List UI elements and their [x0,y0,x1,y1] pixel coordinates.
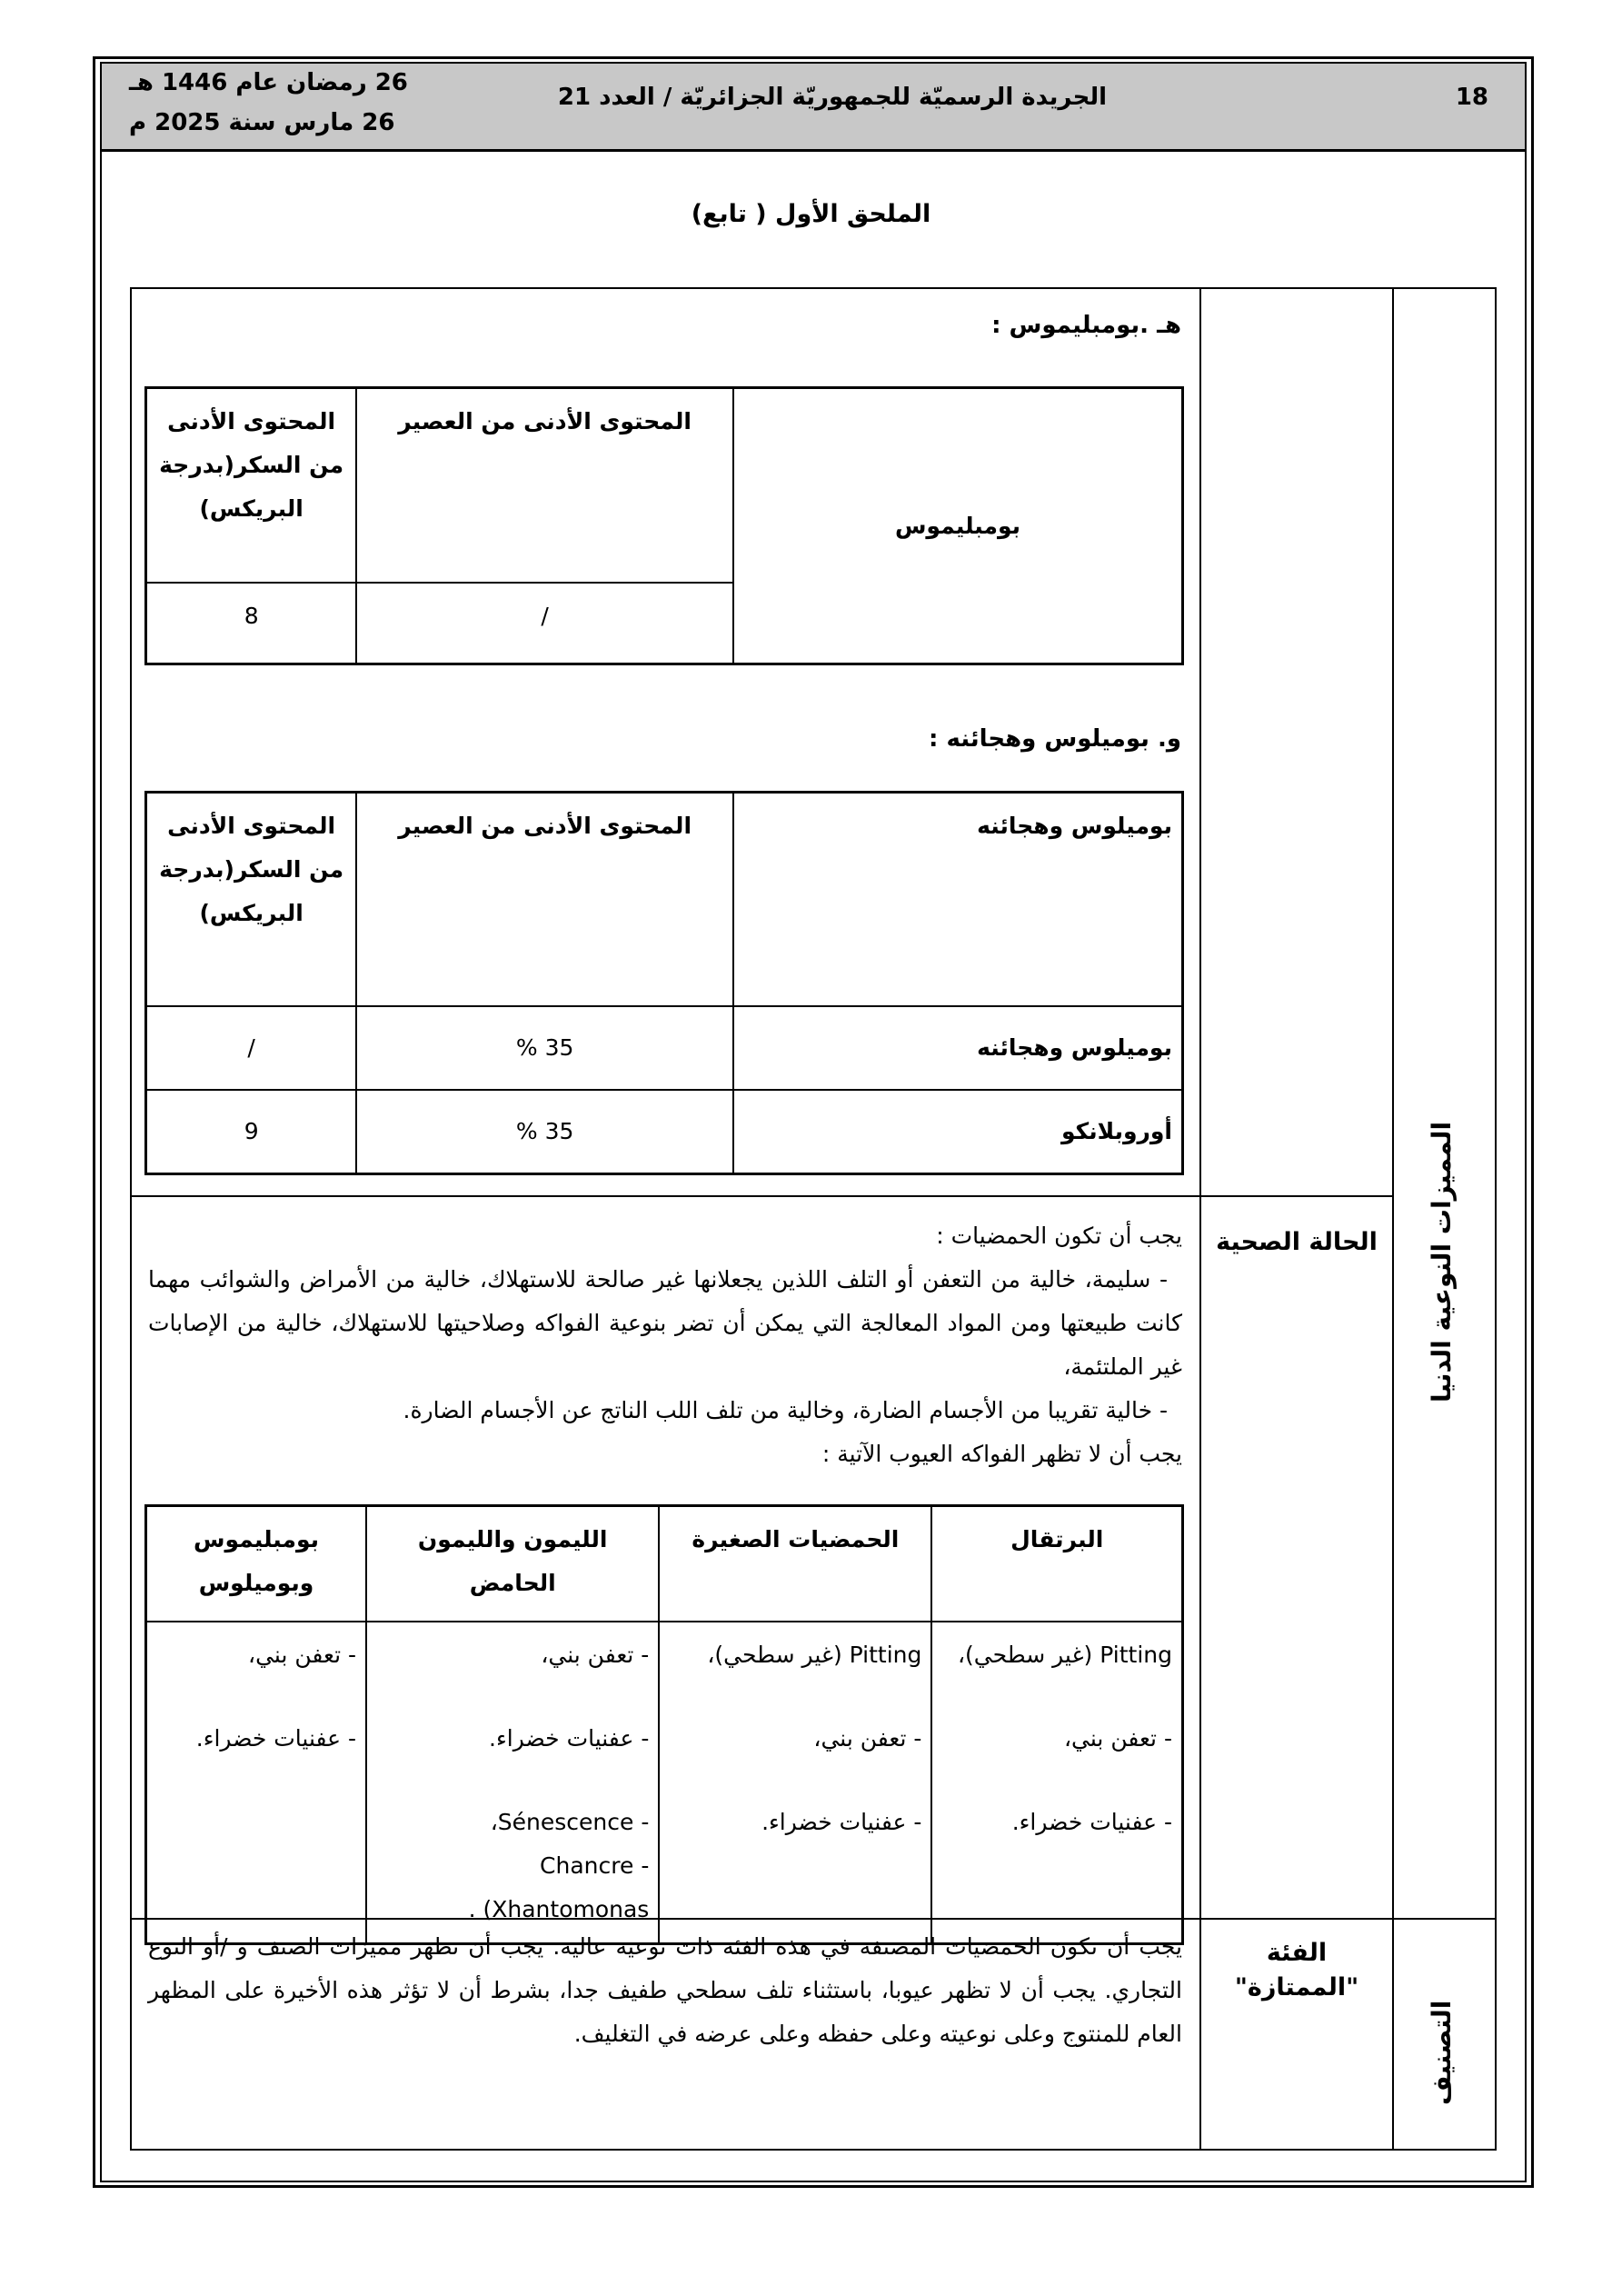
table-cell: 9 [146,1090,357,1174]
defects-table [144,1504,1184,1945]
header-cell: بومبليموس وبوميلوس [146,1506,367,1622]
column-divider [1199,289,1201,2149]
table-cell: / [356,583,733,664]
page-number: 18 [1455,84,1488,111]
section-w-title: و. بوميلوس وهجائنه : [929,725,1181,753]
header-cell: الليمون والليمون الحامض [366,1506,659,1622]
pomelo-table [144,386,1184,665]
defect-cell: Pitting (غير سطحي)، - تعفن بني، - عفنيات خضراء. [659,1622,931,1944]
table-row [146,1090,1183,1174]
health-label: الحالة الصحية [1216,1228,1378,1256]
header-cell: المحتوى الأدنى من السكر(بدرجة البريكس) [146,793,357,1006]
date-hijri: 26 رمضان عام 1446 هـ [129,69,408,96]
header-cell: المحتوى الأدنى من العصير [356,388,733,583]
gazette-title: الجريدة الرسميّة للجمهوريّة الجزائريّة / العدد 21 [557,84,1107,111]
classification-label: التصنيف [1427,2000,1457,2105]
table-cell: 35 % [356,1090,733,1174]
extra-class-text: يجب أن تكون الحمضيات المصنفة في هذه الفئة ذات نوعية عالية. يجب أن تظهر مميزات الصنف و /أو النوع التجاري. يجب أن لا تظهر عيوبا، باستثناء تلف سطحي طفيف جدا، بشرط أن لا تؤثر هذه الأخيرة على المظهر العام للمنتوج وعلى نوعيته وعلى حفظه وعلى عرضه في التغليف. [148,1933,1182,2047]
defect-cell: - تعفن بني، - عفنيات خضراء. [146,1622,367,1944]
table-row [146,1622,1183,1944]
table-cell: 8 [146,583,357,664]
health-text: يجب أن تكون الحمضيات : - سليمة، خالية من التعفن أو التلف اللذين يجعلانها غير صالحة للاستهلاك، خالية من الأمراض والشوائب مهما كانت طبيعتها ومن المواد المعالجة التي يمكن أن تضر بنوعية الفواكه وصلاحيتها للاستهلاك، خالية من الإصابات غير الملتئمة، - خالية تقريبا من الأجسام الضارة، وخالية من تلف اللب الناتج عن الأجسام الضارة. يجب أن لا تظهر الفواكه العيوب الآتية : [148,1223,1182,1467]
header-cell: المحتوى الأدنى من العصير [356,793,733,1006]
header-cell: الحمضيات الصغيرة [659,1506,931,1622]
header-cell: بوميلوس وهجائنه [733,793,1182,1006]
table-cell: 35 % [356,1006,733,1090]
header-cell: البرتقال [931,1506,1182,1622]
extra-class-label: الفئة "الممتازة" [1234,1939,1359,2002]
annex-title: الملحق الأول ( تابع) [691,200,931,228]
date-gregorian: 26 مارس سنة 2025 م [129,109,395,136]
defect-cell: Pitting (غير سطحي)، - تعفن بني، - عفنيات خضراء. [931,1622,1182,1944]
header-cell: المحتوى الأدنى من السكر(بدرجة البريكس) [146,388,357,583]
table-row [146,1006,1183,1090]
header-cell: بومبليموس [733,388,1183,664]
table-cell: / [146,1006,357,1090]
pummelo-hybrids-table [144,791,1184,1175]
table-cell: أوروبلانكو [733,1090,1182,1174]
section-h-title: هـ .بومبليموس : [991,312,1181,339]
table-cell: بوميلوس وهجائنه [733,1006,1182,1090]
column-divider [1392,289,1394,2149]
min-quality-label: المميزات النوعية الدنيا [1427,1121,1457,1403]
row-divider [132,1195,1392,1197]
defect-cell: - تعفن بني، - عفنيات خضراء. - Sénescence، - Chancre Xhantomonas) . [366,1622,659,1944]
gazette-header [102,64,1525,152]
